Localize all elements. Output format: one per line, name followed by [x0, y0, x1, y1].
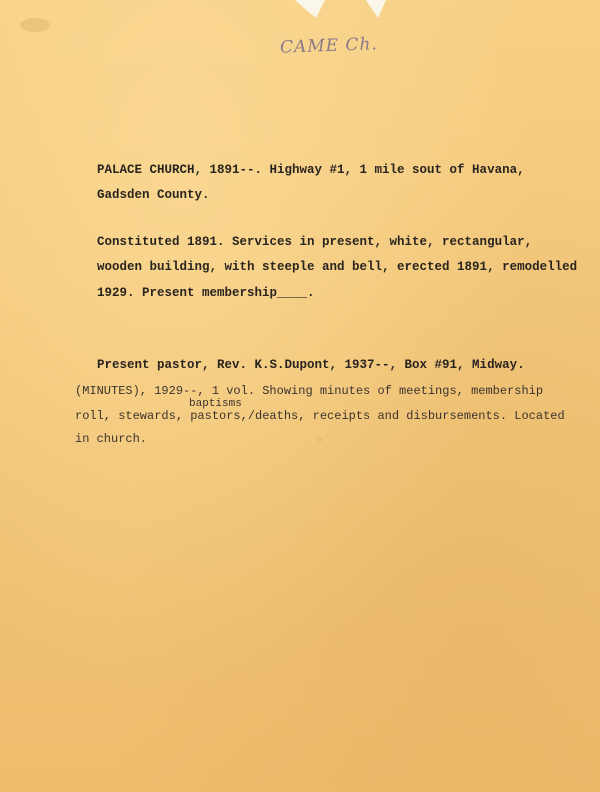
records-line-2: roll, stewards, pastors,/deaths, receipts and disbursements. Located: [75, 409, 565, 423]
entry-line-4: wooden building, with steeple and bell, erected 1891, remodelled: [97, 260, 578, 274]
records-line-3: in church.: [75, 432, 148, 446]
entry-line-1: PALACE CHURCH, 1891--. Highway #1, 1 mile sout of Havana,: [97, 163, 525, 177]
records-insert: baptisms: [189, 398, 242, 410]
entry-line-6: Present pastor, Rev. K.S.Dupont, 1937--, Box #91, Midway.: [97, 358, 525, 372]
entry-line-3: Constituted 1891. Services in present, white, rectangular,: [97, 235, 533, 249]
stain: [20, 18, 50, 32]
handwritten-annotation: CAME Ch.: [279, 34, 379, 58]
entry-line-2: Gadsden County.: [97, 188, 210, 202]
entry-line-5: 1929. Present membership____.: [97, 286, 315, 300]
torn-edge: [295, 0, 325, 18]
records-line-1: (MINUTES), 1929--, 1 vol. Showing minutes of meetings, membership: [75, 384, 544, 398]
stain: [318, 438, 322, 442]
torn-edge: [366, 0, 386, 18]
